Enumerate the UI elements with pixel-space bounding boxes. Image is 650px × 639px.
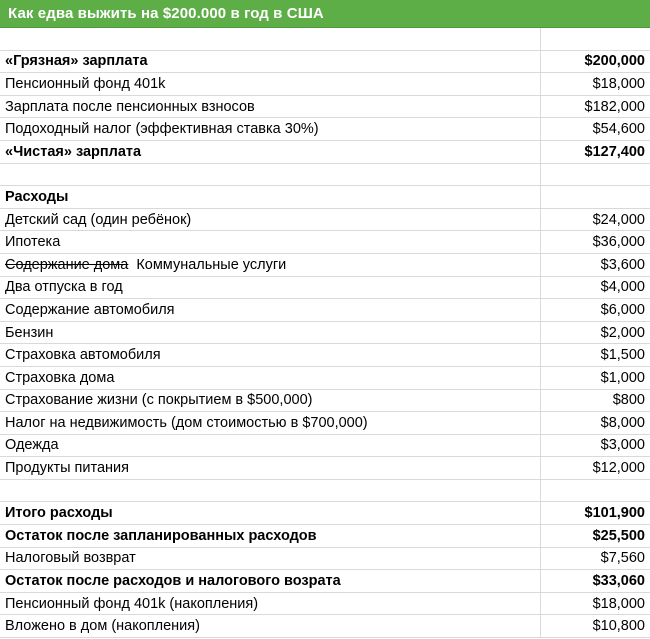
table-row — [0, 73, 650, 96]
value-cell[interactable] — [541, 322, 650, 344]
row-value: $101,900 — [584, 505, 645, 522]
row-value: $800 — [612, 392, 645, 409]
table-row — [0, 141, 650, 164]
table-row — [0, 548, 650, 571]
table-row — [0, 593, 650, 616]
label-cell[interactable] — [0, 51, 541, 73]
table-row — [0, 118, 650, 141]
row-value: $3,000 — [600, 437, 645, 454]
table-row — [0, 615, 650, 638]
value-cell[interactable] — [541, 28, 650, 50]
table-row — [0, 277, 650, 300]
row-label: Страховка автомобиля — [5, 347, 161, 364]
row-value: $7,560 — [600, 550, 645, 567]
row-label: Продукты питания — [5, 460, 129, 477]
row-label: «Грязная» зарплата — [5, 53, 148, 70]
row-label: Остаток после запланированных расходов — [5, 527, 317, 544]
row-label: Ипотека — [5, 234, 61, 251]
value-cell[interactable] — [541, 502, 650, 524]
value-cell[interactable] — [541, 209, 650, 231]
value-cell[interactable] — [541, 390, 650, 412]
table-row — [0, 28, 650, 51]
row-label: Остаток после расходов и налогового возрата — [5, 573, 341, 590]
label-cell[interactable] — [0, 209, 541, 231]
label-cell[interactable] — [0, 73, 541, 95]
label-cell[interactable] — [0, 299, 541, 321]
table-row — [0, 390, 650, 413]
value-cell[interactable] — [541, 118, 650, 140]
value-cell[interactable] — [541, 164, 650, 186]
table-row — [0, 254, 650, 277]
label-cell[interactable] — [0, 457, 541, 479]
value-cell[interactable] — [541, 412, 650, 434]
row-value: $36,000 — [592, 234, 645, 251]
value-cell[interactable] — [541, 231, 650, 253]
value-cell[interactable] — [541, 299, 650, 321]
row-label: Бензин — [5, 324, 54, 341]
label-cell[interactable] — [0, 615, 541, 637]
label-cell[interactable] — [0, 322, 541, 344]
row-value: $8,000 — [600, 414, 645, 431]
row-label: Детский сад (один ребёнок) — [5, 211, 192, 228]
table-row — [0, 186, 650, 209]
table-row — [0, 480, 650, 503]
row-label: Налоговый возврат — [5, 550, 136, 567]
row-value: $182,000 — [584, 98, 645, 115]
row-value: $200,000 — [584, 53, 645, 70]
label-cell[interactable] — [0, 277, 541, 299]
row-value: $54,600 — [592, 121, 645, 138]
row-label: Зарплата после пенсионных взносов — [5, 98, 255, 115]
label-cell[interactable] — [0, 412, 541, 434]
label-cell[interactable] — [0, 367, 541, 389]
row-value: $25,500 — [592, 527, 645, 544]
row-label: Коммунальные услуги — [136, 256, 287, 273]
value-cell[interactable] — [541, 570, 650, 592]
label-cell[interactable] — [0, 231, 541, 253]
row-value: $4,000 — [600, 279, 645, 296]
label-cell[interactable] — [0, 502, 541, 524]
row-value: $1,000 — [600, 369, 645, 386]
table-row — [0, 570, 650, 593]
value-cell[interactable] — [541, 480, 650, 502]
table-row — [0, 525, 650, 548]
label-cell[interactable] — [0, 593, 541, 615]
value-cell[interactable] — [541, 593, 650, 615]
label-cell[interactable] — [0, 118, 541, 140]
label-cell[interactable] — [0, 254, 541, 276]
row-label: Два отпуска в год — [5, 279, 123, 296]
label-cell[interactable] — [0, 164, 541, 186]
row-label: Содержание автомобиля — [5, 301, 175, 318]
value-cell[interactable] — [541, 254, 650, 276]
table-row — [0, 322, 650, 345]
table-row — [0, 344, 650, 367]
value-cell[interactable] — [541, 96, 650, 118]
table-row — [0, 209, 650, 232]
row-label: Пенсионный фонд 401k — [5, 75, 166, 92]
row-label: «Чистая» зарплата — [5, 143, 142, 160]
row-value: $6,000 — [600, 301, 645, 318]
budget-table — [0, 28, 650, 638]
row-value: $127,400 — [584, 143, 645, 160]
label-cell[interactable] — [0, 96, 541, 118]
value-cell[interactable] — [541, 435, 650, 457]
table-row — [0, 435, 650, 458]
row-label: Итого расходы — [5, 505, 113, 522]
row-value: $12,000 — [592, 460, 645, 477]
table-row — [0, 502, 650, 525]
table-row — [0, 457, 650, 480]
row-value: $10,800 — [592, 618, 645, 635]
label-cell[interactable] — [0, 480, 541, 502]
table-row — [0, 164, 650, 187]
value-cell[interactable] — [541, 457, 650, 479]
value-cell[interactable] — [541, 186, 650, 208]
row-label: Налог на недвижимость (дом стоимостью в $700,000) — [5, 414, 368, 431]
value-cell[interactable] — [541, 525, 650, 547]
row-label: Пенсионный фонд 401k (накопления) — [5, 595, 259, 612]
row-label: Вложено в дом (накопления) — [5, 618, 200, 635]
struck-label: Содержание дома — [5, 256, 129, 273]
label-cell[interactable] — [0, 28, 541, 50]
value-cell[interactable] — [541, 277, 650, 299]
sheet-title: Как едва выжить на $200.000 в год в США — [8, 5, 324, 22]
row-value: $1,500 — [600, 347, 645, 364]
row-label: Подоходный налог (эффективная ставка 30%) — [5, 121, 319, 138]
row-label: Страхование жизни (с покрытием в $500,000) — [5, 392, 313, 409]
value-cell[interactable] — [541, 51, 650, 73]
table-row — [0, 51, 650, 74]
value-cell[interactable] — [541, 367, 650, 389]
table-row — [0, 299, 650, 322]
row-value: $33,060 — [592, 573, 645, 590]
label-cell[interactable] — [0, 186, 541, 208]
row-value: $18,000 — [592, 595, 645, 612]
label-cell[interactable] — [0, 390, 541, 412]
value-cell[interactable] — [541, 548, 650, 570]
table-row — [0, 367, 650, 390]
row-label: Расходы — [5, 188, 69, 205]
table-row — [0, 96, 650, 119]
table-row — [0, 231, 650, 254]
title-bar — [0, 0, 650, 28]
label-cell[interactable] — [0, 525, 541, 547]
label-cell[interactable] — [0, 141, 541, 163]
row-label: Страховка дома — [5, 369, 115, 386]
label-cell[interactable] — [0, 548, 541, 570]
label-cell[interactable] — [0, 570, 541, 592]
value-cell[interactable] — [541, 73, 650, 95]
value-cell[interactable] — [541, 344, 650, 366]
row-value: $18,000 — [592, 75, 645, 92]
row-value: $24,000 — [592, 211, 645, 228]
row-value: $2,000 — [600, 324, 645, 341]
label-cell[interactable] — [0, 435, 541, 457]
table-row — [0, 412, 650, 435]
row-value: $3,600 — [600, 256, 645, 273]
value-cell[interactable] — [541, 615, 650, 637]
row-label: Одежда — [5, 437, 59, 454]
value-cell[interactable] — [541, 141, 650, 163]
label-cell[interactable] — [0, 344, 541, 366]
